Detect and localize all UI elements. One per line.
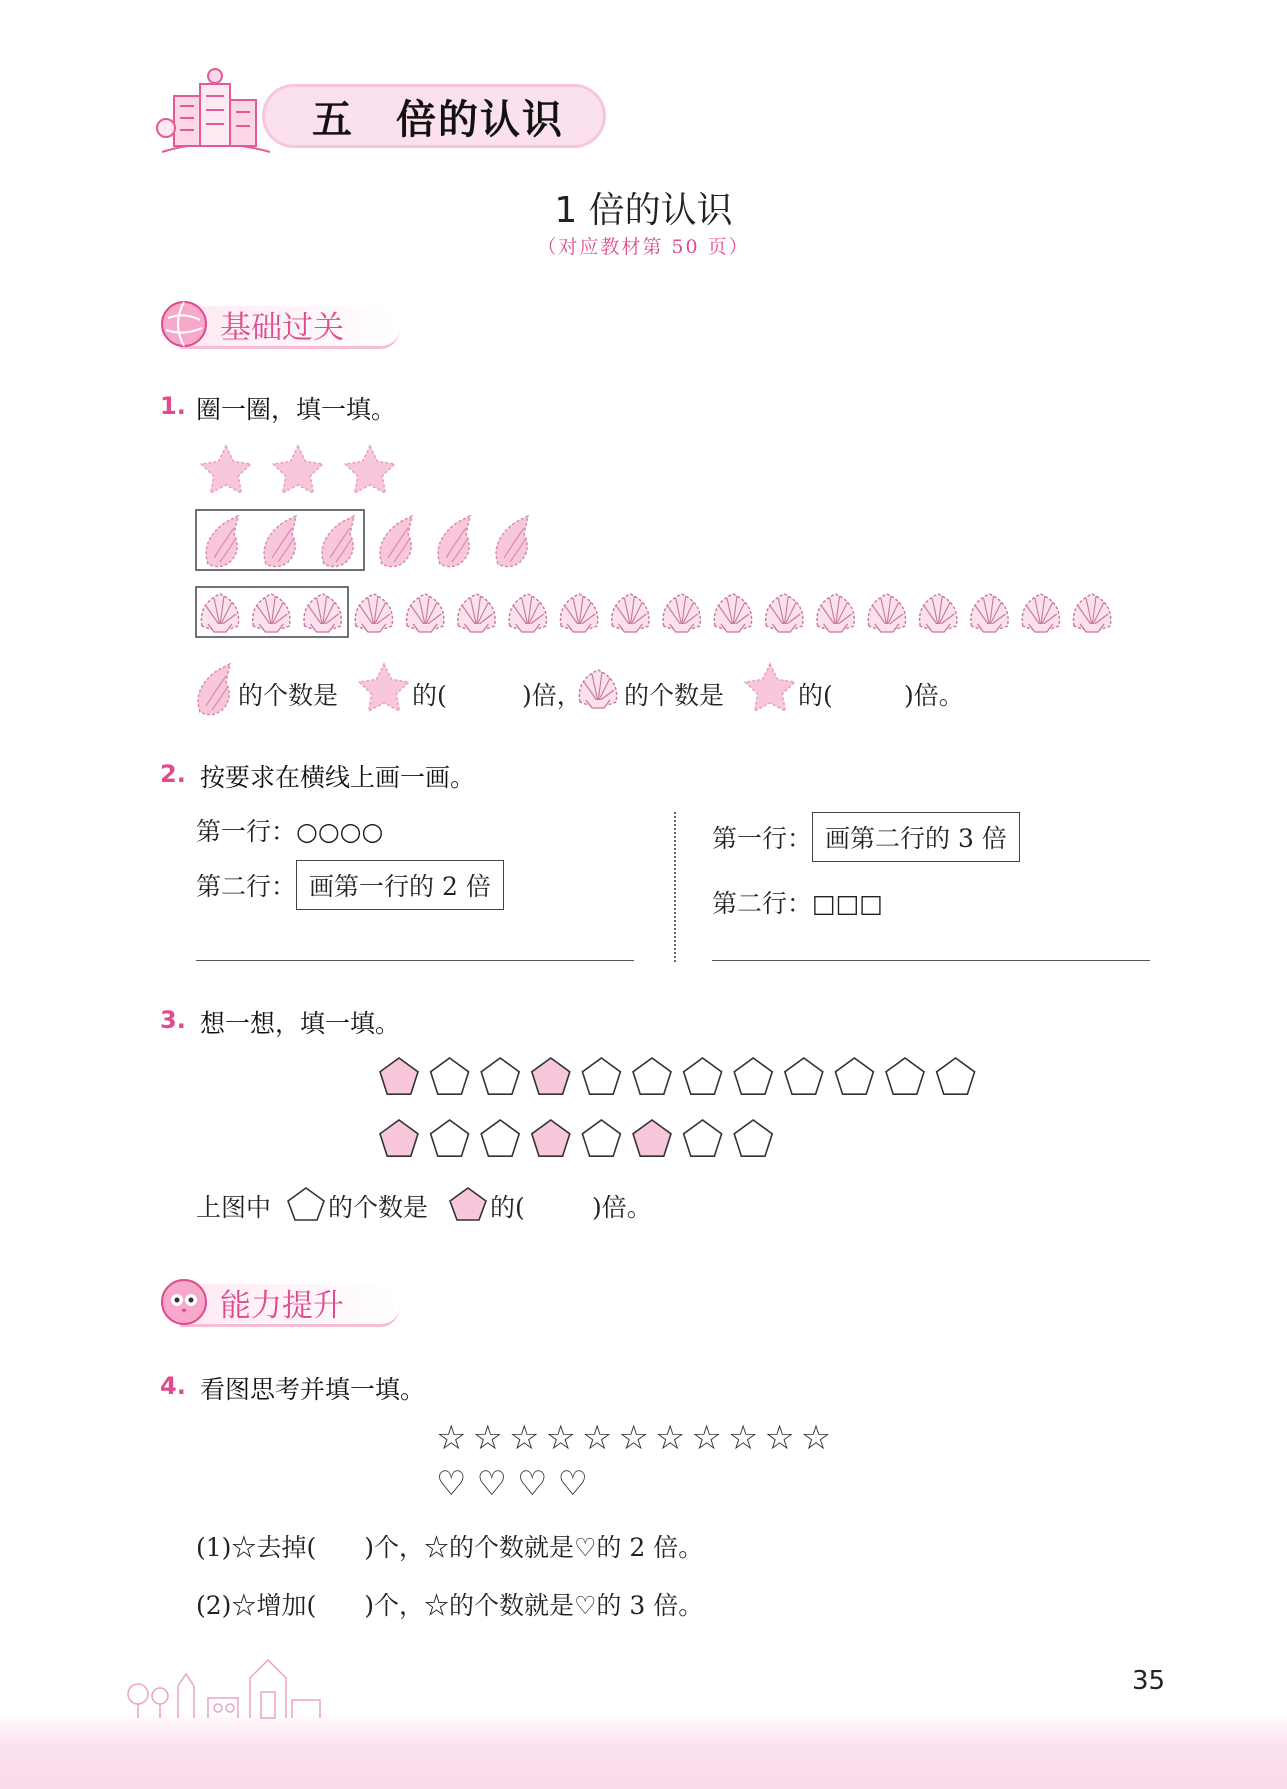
pentagon-outline bbox=[582, 1120, 620, 1156]
row-label: 第一行： bbox=[196, 817, 297, 846]
question-number: 4. bbox=[160, 1372, 186, 1400]
pentagon-outline-icon bbox=[286, 1184, 326, 1224]
question-prompt: 想一想，填一填。 bbox=[200, 1009, 401, 1038]
town-illustration-icon bbox=[120, 1648, 420, 1720]
scallop-icon bbox=[971, 594, 1008, 632]
starfish-icon bbox=[745, 664, 794, 711]
pentagon-filled bbox=[532, 1120, 570, 1156]
circles-row: ○○○○ bbox=[296, 817, 384, 846]
question-prompt: 按要求在横线上画一画。 bbox=[200, 763, 476, 792]
text-seg: 的 3 倍。 bbox=[596, 1591, 704, 1620]
q1-answer-seg: )倍。 bbox=[904, 681, 964, 710]
squares-row: □□□ bbox=[812, 889, 883, 918]
scallop-icon bbox=[868, 594, 905, 632]
heart-outline-icon: ♡ bbox=[574, 1591, 597, 1620]
starfish-icon bbox=[273, 446, 322, 493]
q4-stars-row: ☆☆☆☆☆☆☆☆☆☆☆ bbox=[436, 1418, 838, 1458]
scallop-icon bbox=[714, 594, 751, 632]
pentagon-outline bbox=[835, 1058, 873, 1094]
conch-shell-icon bbox=[206, 516, 238, 567]
question-prompt: 看图思考并填一填。 bbox=[200, 1375, 426, 1404]
conch-shell-icon bbox=[322, 516, 354, 567]
row-label: 第二行： bbox=[196, 872, 297, 901]
q2-left-row1 bbox=[196, 812, 383, 848]
scallop-icon bbox=[1022, 594, 1059, 632]
question-number: 2. bbox=[160, 760, 186, 788]
pentagon-outline bbox=[684, 1120, 722, 1156]
q1-answer-seg: )倍， bbox=[522, 681, 582, 710]
answer-line bbox=[196, 960, 634, 961]
conch-shell-icon bbox=[496, 516, 528, 567]
pentagon-filled bbox=[633, 1120, 671, 1156]
column-divider bbox=[674, 812, 676, 962]
scallop-icon bbox=[817, 594, 854, 632]
q4-sub2 bbox=[196, 1586, 703, 1622]
pentagon-outline bbox=[481, 1120, 519, 1156]
q1-shells-row bbox=[206, 516, 528, 567]
pentagon-outline bbox=[431, 1120, 469, 1156]
star-outline-icon: ☆ bbox=[423, 1533, 449, 1562]
conch-shell-icon bbox=[198, 664, 230, 715]
scallop-icon bbox=[407, 594, 444, 632]
q1-stars-row bbox=[201, 446, 394, 493]
scallop-icon bbox=[509, 594, 546, 632]
section-header-advanced bbox=[158, 1276, 418, 1332]
pentagon-outline bbox=[886, 1058, 924, 1094]
text-seg: 的个数就是 bbox=[448, 1533, 574, 1562]
row-label: 第一行： bbox=[712, 824, 813, 853]
scallop-icon bbox=[458, 594, 495, 632]
star-outline-icon: ☆ bbox=[231, 1533, 257, 1562]
answer-line bbox=[712, 960, 1150, 961]
pentagon-filled bbox=[532, 1058, 570, 1094]
text-seg: 的 2 倍。 bbox=[596, 1533, 704, 1562]
pentagon-outline bbox=[481, 1058, 519, 1094]
q1-answer-seg: 的( bbox=[798, 681, 833, 710]
conch-shell-icon bbox=[380, 516, 412, 567]
footer-band bbox=[0, 1712, 1287, 1789]
heart-outline-icon: ♡ bbox=[574, 1533, 597, 1562]
globe-icon bbox=[158, 298, 210, 350]
q3-answer-seg: 的( bbox=[490, 1193, 525, 1222]
pentagon-outline bbox=[785, 1058, 823, 1094]
scallop-icon bbox=[201, 594, 238, 632]
scallop-icon bbox=[560, 594, 597, 632]
instruction-box: 画第二行的 3 倍 bbox=[812, 812, 1020, 862]
pentagon-filled bbox=[380, 1120, 418, 1156]
page-number: 35 bbox=[1132, 1666, 1166, 1696]
scallop-icon bbox=[355, 594, 392, 632]
text-seg: 去掉( bbox=[256, 1533, 317, 1562]
starfish-icon bbox=[345, 446, 394, 493]
sub-label: (2) bbox=[196, 1591, 232, 1620]
pentagon-outline bbox=[633, 1058, 671, 1094]
chapter-banner bbox=[152, 66, 612, 164]
star-outline-icon: ☆ bbox=[231, 1591, 257, 1620]
text-seg: 的个数就是 bbox=[448, 1591, 574, 1620]
scallop-icon bbox=[663, 594, 700, 632]
text-seg: )个， bbox=[364, 1591, 424, 1620]
instruction-box: 画第一行的 2 倍 bbox=[296, 860, 504, 910]
owl-icon bbox=[158, 1276, 210, 1328]
q1-answer-seg: 的个数是 bbox=[624, 681, 725, 710]
q2-left-row2 bbox=[196, 860, 504, 910]
question-number: 1. bbox=[160, 392, 186, 420]
q4-sub1 bbox=[196, 1528, 703, 1564]
scallop-icon bbox=[304, 594, 341, 632]
starfish-icon bbox=[359, 664, 408, 711]
row-label: 第二行： bbox=[712, 889, 813, 918]
text-seg: 增加( bbox=[256, 1591, 317, 1620]
question-prompt: 圈一圈，填一填。 bbox=[196, 395, 397, 424]
lesson-title: 1 倍的认识 bbox=[554, 190, 733, 231]
q1-answer-seg: 的个数是 bbox=[238, 681, 339, 710]
q3-answer-seg: 的个数是 bbox=[328, 1193, 429, 1222]
pentagon-outline bbox=[684, 1058, 722, 1094]
sub-label: (1) bbox=[196, 1533, 232, 1562]
pentagon-outline bbox=[937, 1058, 975, 1094]
scallop-icon bbox=[1073, 594, 1110, 632]
scallop-icon bbox=[920, 594, 957, 632]
conch-shell-icon bbox=[264, 516, 296, 567]
pentagon-filled bbox=[380, 1058, 418, 1094]
pentagon-row-2 bbox=[380, 1120, 772, 1156]
scallop-icon bbox=[766, 594, 803, 632]
q3-answer-seg: )倍。 bbox=[592, 1193, 652, 1222]
q1-answer-seg: 的( bbox=[412, 681, 447, 710]
q2-right-row2 bbox=[712, 884, 883, 920]
pentagon-outline bbox=[582, 1058, 620, 1094]
scallop-icon bbox=[253, 594, 290, 632]
school-building-icon bbox=[152, 66, 272, 164]
conch-shell-icon bbox=[438, 516, 470, 567]
star-outline-icon: ☆ bbox=[423, 1591, 449, 1620]
q4-hearts-row: ♡♡♡♡ bbox=[436, 1464, 598, 1504]
q2-right-row1 bbox=[712, 812, 1020, 862]
scallop-icon bbox=[612, 594, 649, 632]
scallop-icon bbox=[579, 670, 616, 708]
pentagon-filled-icon bbox=[448, 1184, 488, 1224]
pentagon-outline bbox=[431, 1058, 469, 1094]
section-label: 能力提升 bbox=[220, 1288, 344, 1324]
q3-answer-seg: 上图中 bbox=[196, 1193, 272, 1222]
q1-scallops-row bbox=[201, 594, 1110, 632]
q3-pentagon-picture bbox=[370, 1050, 990, 1190]
question-number: 3. bbox=[160, 1006, 186, 1034]
pentagon-outline bbox=[734, 1120, 772, 1156]
chapter-title: 五 倍的认识 bbox=[312, 97, 564, 143]
pentagon-row-1 bbox=[380, 1058, 975, 1094]
text-seg: )个， bbox=[364, 1533, 424, 1562]
textbook-reference: （对应教材第 50 页） bbox=[537, 236, 750, 258]
starfish-icon bbox=[201, 446, 250, 493]
section-label: 基础过关 bbox=[220, 310, 344, 346]
pentagon-outline bbox=[734, 1058, 772, 1094]
section-header-basic bbox=[158, 298, 418, 354]
